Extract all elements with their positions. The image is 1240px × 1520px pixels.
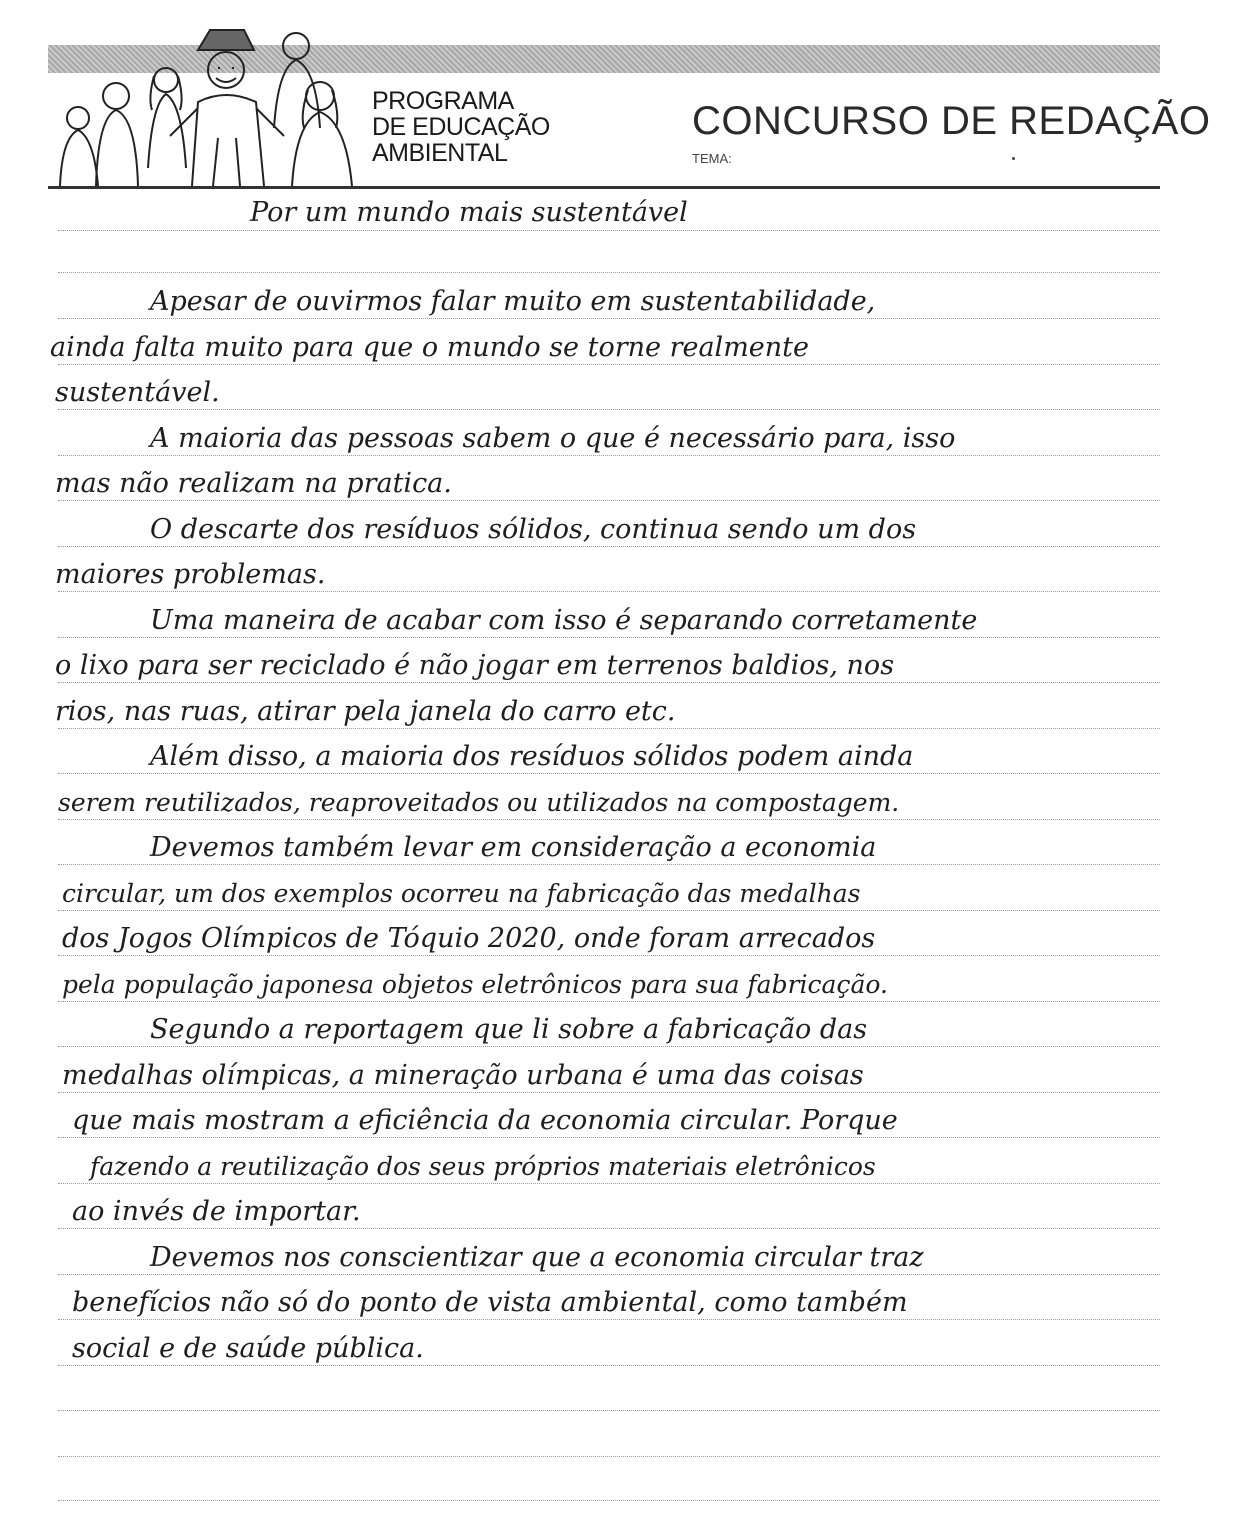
essay-line: Devemos também levar em consideração a economia xyxy=(150,832,877,863)
essay-line: Apesar de ouvirmos falar muito em sustentabilidade, xyxy=(150,286,876,317)
essay-line-row xyxy=(0,1191,1240,1235)
ruled-line xyxy=(58,1456,1160,1457)
essay-line: benefícios não só do ponto de vista ambiental, como também xyxy=(72,1287,908,1318)
essay-line-row xyxy=(0,873,1240,917)
essay-line: A maioria das pessoas sabem o que é necessário para, isso xyxy=(150,423,956,454)
essay-line: ainda falta muito para que o mundo se torne realmente xyxy=(50,332,809,363)
essay-line-row xyxy=(0,418,1240,462)
essay-line: Segundo a reportagem que li sobre a fabricação das xyxy=(150,1014,868,1045)
program-title-line-2: DE EDUCAÇÃO xyxy=(372,113,550,141)
essay-line-row xyxy=(0,782,1240,826)
essay-line-row xyxy=(0,827,1240,871)
essay-line-row xyxy=(0,1328,1240,1372)
essay-line-row xyxy=(0,736,1240,780)
essay-line-row xyxy=(0,691,1240,735)
essay-title-row xyxy=(0,192,1240,236)
essay-line: O descarte dos resíduos sólidos, continua sendo um dos xyxy=(150,514,917,545)
essay-line: rios, nas ruas, atirar pela janela do carro etc. xyxy=(55,696,676,727)
ruled-line xyxy=(58,1410,1160,1411)
essay-line-row xyxy=(0,281,1240,325)
essay-line-row xyxy=(0,1100,1240,1144)
essay-line: ao invés de importar. xyxy=(72,1196,361,1227)
ruled-line xyxy=(58,272,1160,273)
essay-line-row xyxy=(0,372,1240,416)
contest-title: CONCURSO DE REDAÇÃO xyxy=(692,99,1211,143)
essay-line: social e de saúde pública. xyxy=(72,1333,424,1364)
essay-line: fazendo a reutilização dos seus próprios materiais eletrônicos xyxy=(90,1152,876,1181)
essay-line-row xyxy=(0,327,1240,371)
essay-line: maiores problemas. xyxy=(55,559,326,590)
program-title-line-1: PROGRAMA xyxy=(372,87,514,115)
essay-line-row xyxy=(0,509,1240,553)
essay-line-row xyxy=(0,918,1240,962)
essay-line: Devemos nos conscientizar que a economia circular traz xyxy=(150,1242,924,1273)
essay-line: o lixo para ser reciclado é não jogar em terrenos baldios, nos xyxy=(55,650,895,681)
essay-line-row xyxy=(0,1146,1240,1190)
essay-line-row xyxy=(0,1009,1240,1053)
program-title-line-3: AMBIENTAL xyxy=(372,139,508,167)
essay-line-row xyxy=(0,1055,1240,1099)
essay-line: Além disso, a maioria dos resíduos sólidos podem ainda xyxy=(150,741,914,772)
essay-line: sustentável. xyxy=(55,377,220,408)
ruled-line xyxy=(58,1500,1160,1501)
essay-line-row xyxy=(0,554,1240,598)
essay-line-row xyxy=(0,1282,1240,1326)
essay-line-row xyxy=(0,463,1240,507)
theme-label: TEMA: xyxy=(692,151,732,166)
essay-line-row xyxy=(0,1237,1240,1281)
essay-line: que mais mostram a eficiência da economia circular. Porque xyxy=(72,1105,898,1136)
essay-line-row xyxy=(0,964,1240,1008)
essay-title: Por um mundo mais sustentável xyxy=(250,197,688,228)
essay-line: dos Jogos Olímpicos de Tóquio 2020, onde foram arrecados xyxy=(62,923,876,954)
essay-line-row xyxy=(0,645,1240,689)
essay-line: pela população japonesa objetos eletrônicos para sua fabricação. xyxy=(62,970,888,999)
essay-line: Uma maneira de acabar com isso é separando corretamente xyxy=(150,605,978,636)
essay-line: serem reutilizados, reaproveitados ou utilizados na compostagem. xyxy=(58,788,900,817)
essay-line: medalhas olímpicas, a mineração urbana é uma das coisas xyxy=(62,1060,864,1091)
essay-line-row xyxy=(0,600,1240,644)
essay-line: circular, um dos exemplos ocorreu na fabricação das medalhas xyxy=(62,879,861,908)
essay-line: mas não realizam na pratica. xyxy=(55,468,452,499)
